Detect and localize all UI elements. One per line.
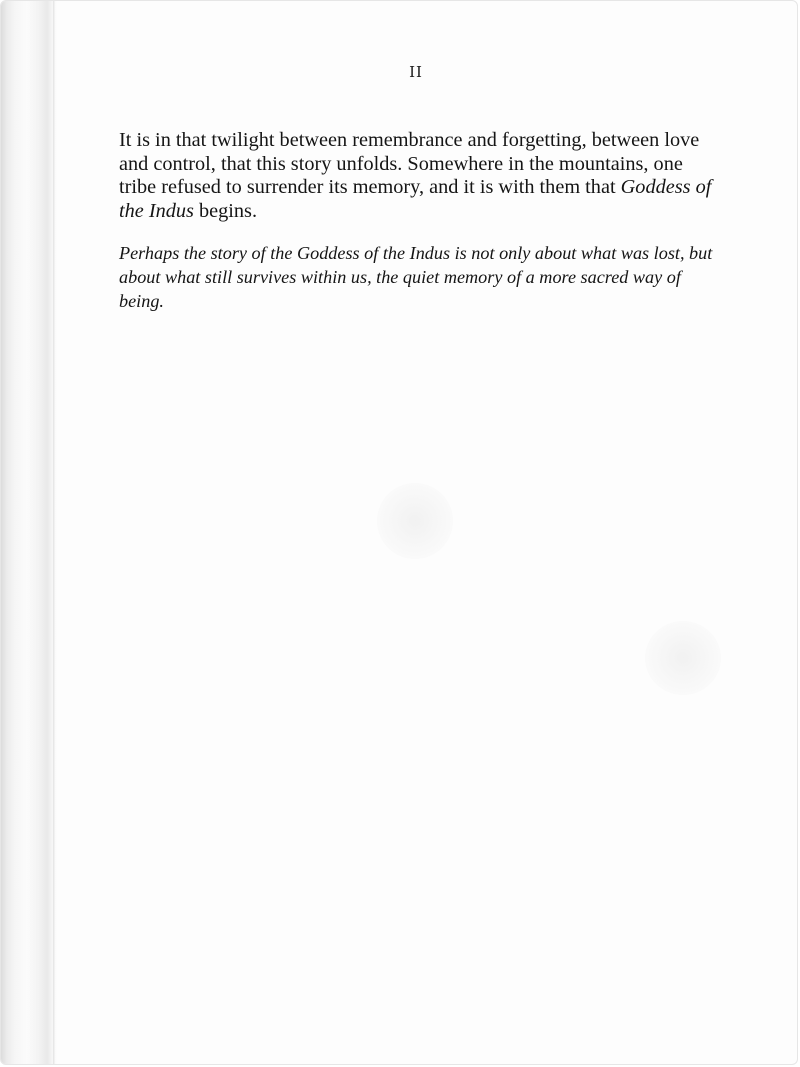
- italic-paragraph: Perhaps the story of the Goddess of the Indus is not only about what was lost, but about what still survives within us, the quiet memory of a more sacred way of being.: [119, 243, 713, 311]
- spine-crease: [53, 1, 55, 1064]
- page-smudge: [377, 483, 453, 559]
- book-spine: [1, 1, 57, 1064]
- paragraph-text-end: begins.: [193, 199, 258, 222]
- page-smudge: [645, 621, 721, 695]
- book-title: Goddess of the Indus: [119, 176, 712, 222]
- body-paragraph: [119, 129, 719, 223]
- paragraph-text: It is in that twilight between remembrance and forgetting, between love and control, that this story unfolds. Somewhere in the mountains, one tribe refused to surrender its memory, and it is with them that: [119, 129, 700, 198]
- page-number: II: [409, 63, 423, 81]
